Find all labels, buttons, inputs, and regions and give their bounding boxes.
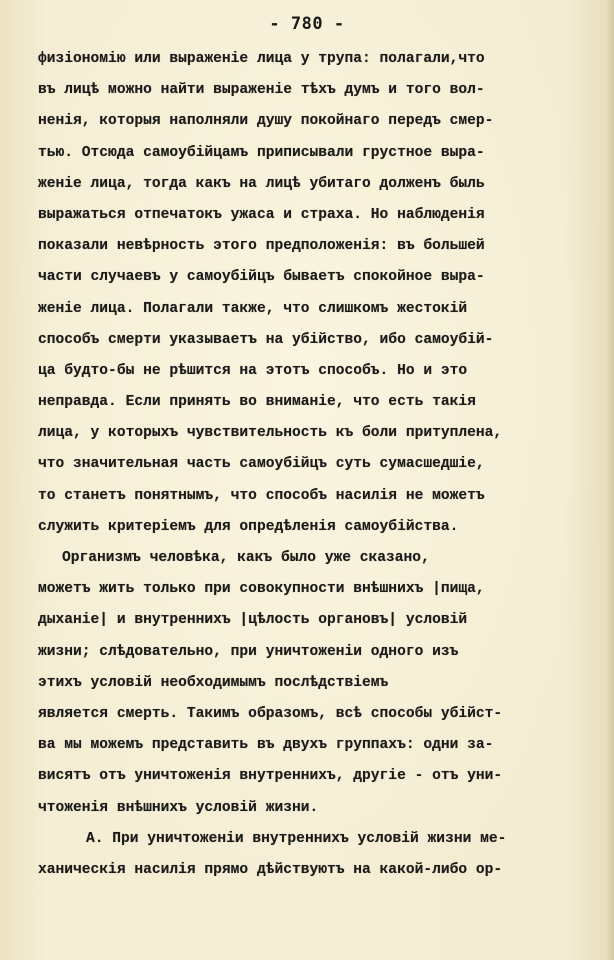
text-line: жизни; слѣдовательно, при уничтоженіи одного изъ (38, 643, 459, 660)
text-line: ца будто-бы не рѣшится на этотъ способъ. Но и это (38, 362, 468, 379)
text-line: выражаться отпечатокъ ужаса и страха. Но наблюденія (38, 206, 485, 223)
paragraph-3 (38, 824, 598, 886)
text-line: способъ смерти указываетъ на убійство, ибо самоубій- (38, 331, 494, 348)
text-line: показали невѣрность этого предположенія: въ большей (38, 238, 485, 255)
text-line: то станетъ понятнымъ, что способъ насилія не можетъ (38, 487, 485, 504)
text-line: физіономію или выраженіе лица у трупа: полагали,что (38, 51, 485, 67)
text-line: женіе лица, тогда какъ на лицѣ убитаго долженъ быль (38, 175, 485, 192)
text-line: чтоженія внѣшнихъ условій жизни. (38, 799, 319, 816)
text-line: части случаевъ у самоубійцъ бываетъ спокойное выра- (38, 269, 485, 286)
text-line: служить критеріемъ для опредѣленія самоубійства. (38, 518, 459, 535)
text-line: является смерть. Такимъ образомъ, всѣ способы убійст- (38, 705, 503, 722)
text-line: лица, у которыхъ чувствительность къ боли притуплена, (38, 425, 503, 442)
text-line: тью. Отсюда самоубійцамъ приписывали грустное выра- (38, 144, 485, 161)
text-line: дыханіе| и внутреннихъ |цѣлость органовъ| условій (38, 612, 468, 629)
paragraph-2 (38, 543, 598, 824)
paragraph-1 (38, 44, 598, 543)
text-line: ханическія насилія прямо дѣйствуютъ на какой-либо ор- (38, 861, 503, 878)
text-line: А. При уничтоженіи внутреннихъ условій жизни ме- (86, 830, 507, 847)
text-line: неправда. Если принять во вниманіе, что есть такія (38, 394, 476, 411)
text-line: можетъ жить только при совокупности внѣшнихъ |пища, (38, 581, 485, 598)
text-line: ненія, которыя наполняли душу покойнаго передъ смер- (38, 113, 494, 130)
text-line: женіе лица. Полагали также, что слишкомъ жестокій (38, 300, 468, 317)
text-line: этихъ условій необходимымъ послѣдствіемъ (38, 674, 389, 691)
text-line: что значительная часть самоубійцъ суть сумасшедшіе, (38, 456, 485, 473)
text-line: висятъ отъ уничтоженія внутреннихъ, другіе - отъ уни- (38, 768, 503, 785)
body-text (38, 44, 598, 886)
text-line: ва мы можемъ представить въ двухъ группахъ: одни за- (38, 737, 494, 754)
page-number: - 780 - (269, 14, 345, 34)
text-line: въ лицѣ можно найти выраженіе тѣхъ думъ и того вол- (38, 82, 485, 99)
text-line: Организмъ человѣка, какъ было уже сказано, (62, 550, 430, 566)
page-edge-shadow (606, 0, 614, 960)
